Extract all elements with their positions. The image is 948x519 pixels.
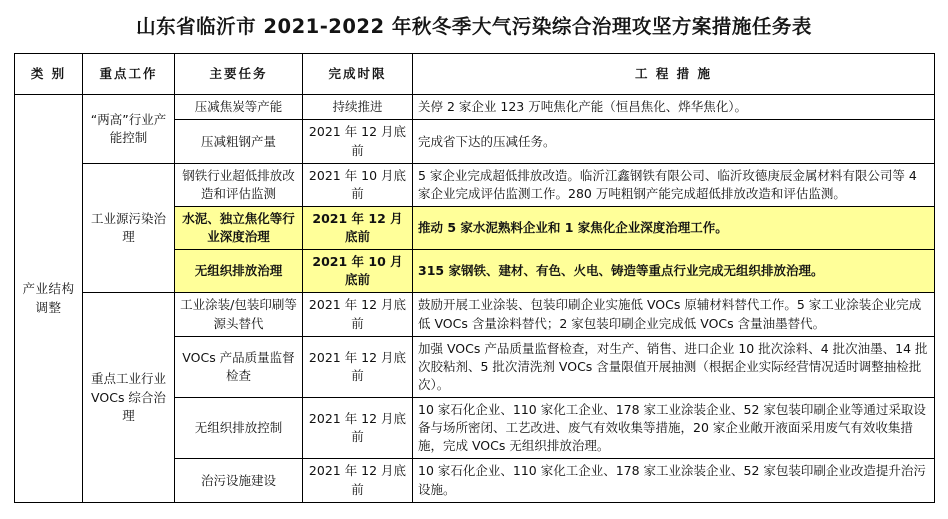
cell-deadline: 2021 年 12 月底前 bbox=[303, 206, 413, 249]
cell-deadline: 2021 年 10 月底前 bbox=[303, 163, 413, 206]
table-row bbox=[15, 163, 935, 206]
cell-measure: 完成省下达的压减任务。 bbox=[413, 120, 935, 163]
task-table bbox=[14, 53, 935, 502]
cell-measure: 5 家企业完成超低排放改造。临沂江鑫钢铁有限公司、临沂玫德庚辰金属材料有限公司等 4 家企业完成评估监测工作。280 万吨粗钢产能完成超低排放改造和评估监测。 bbox=[413, 163, 935, 206]
table-row bbox=[15, 293, 935, 336]
cell-measure: 315 家钢铁、建材、有色、火电、铸造等重点行业完成无组织排放治理。 bbox=[413, 250, 935, 293]
table-header bbox=[15, 54, 935, 95]
cell-task: 治污设施建设 bbox=[175, 459, 303, 502]
cell-deadline: 2021 年 12 月底前 bbox=[303, 398, 413, 459]
cell-group-name: “两高”行业产能控制 bbox=[83, 95, 175, 163]
cell-group-name: 重点工业行业 VOCs 综合治理 bbox=[83, 293, 175, 502]
page-title: 山东省临沂市 2021-2022 年秋冬季大气污染综合治理攻坚方案措施任务表 bbox=[136, 15, 812, 38]
cell-task: 压减焦炭等产能 bbox=[175, 95, 303, 120]
cell-deadline: 2021 年 12 月底前 bbox=[303, 293, 413, 336]
cell-measure: 鼓励开展工业涂装、包装印刷企业实施低 VOCs 原辅材料替代工作。5 家工业涂装企业完成低 VOCs 含量涂料替代；2 家包装印刷企业完成低 VOCs 含量油墨替代。 bbox=[413, 293, 935, 336]
column-header-key-work: 重点工作 bbox=[83, 54, 175, 95]
cell-deadline: 2021 年 12 月底前 bbox=[303, 459, 413, 502]
cell-task: 钢铁行业超低排放改造和评估监测 bbox=[175, 163, 303, 206]
cell-measure: 加强 VOCs 产品质量监督检查，对生产、销售、进口企业 10 批次涂料、4 批次油墨、14 批次胶粘剂、5 批次清洗剂 VOCs 含量限值开展抽测（根据企业实际经营情况适时调整抽检批次）。 bbox=[413, 336, 935, 397]
column-header-measures: 工 程 措 施 bbox=[413, 54, 935, 95]
cell-task: 水泥、独立焦化等行业深度治理 bbox=[175, 206, 303, 249]
cell-task: 压减粗钢产量 bbox=[175, 120, 303, 163]
cell-deadline: 2021 年 10 月底前 bbox=[303, 250, 413, 293]
table-body bbox=[15, 95, 935, 502]
cell-measure: 10 家石化企业、110 家化工企业、178 家工业涂装企业、52 家包装印刷企业等通过采取设备与场所密闭、工艺改进、废气有效收集等措施，20 家企业敞开液面采用废气有效收集措施，完成 VOCs 无组织排放治理。 bbox=[413, 398, 935, 459]
cell-measure: 推动 5 家水泥熟料企业和 1 家焦化企业深度治理工作。 bbox=[413, 206, 935, 249]
cell-task: 无组织排放控制 bbox=[175, 398, 303, 459]
table-header-row bbox=[15, 54, 935, 95]
cell-measure: 关停 2 家企业 123 万吨焦化产能（恒昌焦化、烨华焦化）。 bbox=[413, 95, 935, 120]
cell-deadline: 2021 年 12 月底前 bbox=[303, 120, 413, 163]
column-header-deadline: 完成时限 bbox=[303, 54, 413, 95]
cell-group-name: 工业源污染治理 bbox=[83, 163, 175, 293]
cell-task: 工业涂装/包装印刷等源头替代 bbox=[175, 293, 303, 336]
cell-task: VOCs 产品质量监督检查 bbox=[175, 336, 303, 397]
table-row bbox=[15, 95, 935, 120]
column-header-main-task: 主要任务 bbox=[175, 54, 303, 95]
cell-measure: 10 家石化企业、110 家化工企业、178 家工业涂装企业、52 家包装印刷企业改造提升治污设施。 bbox=[413, 459, 935, 502]
cell-category: 产业结构调整 bbox=[15, 95, 83, 502]
cell-deadline: 持续推进 bbox=[303, 95, 413, 120]
cell-deadline: 2021 年 12 月底前 bbox=[303, 336, 413, 397]
cell-task: 无组织排放治理 bbox=[175, 250, 303, 293]
column-header-category: 类 别 bbox=[15, 54, 83, 95]
